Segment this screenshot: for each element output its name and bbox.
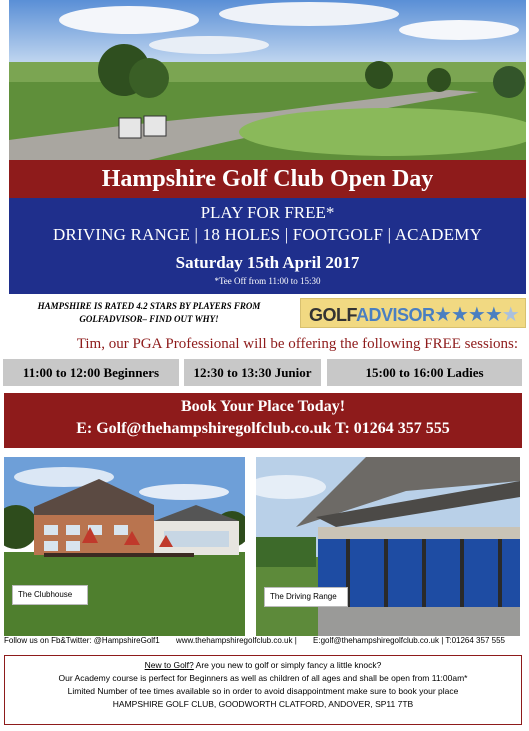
booking-band (4, 393, 522, 448)
golf-course-illustration (9, 0, 526, 160)
golfadvisor-badge[interactable] (300, 298, 526, 328)
session-ladies: 15:00 to 16:00 Ladies (327, 359, 522, 386)
logo-advisor: ADVISOR (356, 305, 435, 325)
golfadvisor-logo (309, 305, 435, 326)
logo-golf: GOLF (309, 305, 356, 325)
rating-statement (14, 300, 284, 326)
event-title: Hampshire Golf Club Open Day (9, 160, 526, 198)
star-icon: ★ (501, 304, 519, 326)
star-icon: ★ (434, 304, 451, 326)
tee-off-note: *Tee Off from 11:00 to 15:30 (214, 276, 321, 286)
event-info-band (9, 198, 526, 294)
rating-line-2: GOLFADVISOR– FIND OUT WHY! (79, 314, 219, 324)
booking-title: Book Your Place Today! (180, 398, 346, 415)
info-line-3: Limited Number of tee times available so in order to avoid disappointment make sure to book your place (67, 686, 459, 696)
contact-line (4, 636, 524, 645)
info-box (4, 655, 522, 725)
info-line-2: Our Academy course is perfect for Beginners as well as children of all ages and shall be open from 11:00am* (58, 673, 468, 683)
clubhouse-caption: The Clubhouse (12, 585, 88, 605)
driving-range-photo (256, 457, 520, 636)
booking-contact[interactable]: E: Golf@thehampshiregolfclub.co.uk T: 01264 357 555 (76, 420, 450, 437)
address: HAMPSHIRE GOLF CLUB, GOODWORTH CLATFORD, ANDOVER, SP11 7TB (112, 699, 414, 709)
website-link[interactable]: www.thehampshiregolfclub.co.uk | (175, 636, 297, 645)
info-line-1-rest: Are you new to golf or simply fancy a little knock? (193, 660, 382, 670)
hero-photo (9, 0, 526, 160)
star-rating (434, 302, 519, 327)
driving-range-caption: The Driving Range (264, 587, 348, 607)
driving-range-illustration (256, 457, 520, 636)
star-icon: ★ (484, 304, 502, 326)
email-phone[interactable]: E:golf@thehampshiregolfclub.co.uk | T:01264 357 555 (313, 636, 505, 645)
event-date: Saturday 15th April 2017 (175, 253, 360, 272)
star-icon: ★ (450, 304, 468, 326)
activities-list: DRIVING RANGE | 18 HOLES | FOOTGOLF | ACADEMY (52, 225, 483, 244)
star-icon: ★ (467, 304, 485, 326)
session-junior: 12:30 to 13:30 Junior (184, 359, 321, 386)
play-free-text: PLAY FOR FREE* (200, 203, 335, 222)
new-to-golf: New to Golf? (144, 660, 194, 670)
rating-line-1: HAMPSHIRE IS RATED 4.2 STARS BY PLAYERS FROM (37, 301, 261, 311)
info-line-1 (5, 659, 521, 672)
pro-offer-text: Tim, our PGA Professional will be offering the following FREE sessions: (76, 336, 518, 352)
clubhouse-illustration (4, 457, 245, 636)
social-handle[interactable]: Follow us on Fb&Twitter: @HampshireGolf1 (4, 636, 160, 645)
session-beginners: 11:00 to 12:00 Beginners (3, 359, 179, 386)
clubhouse-photo (4, 457, 245, 636)
